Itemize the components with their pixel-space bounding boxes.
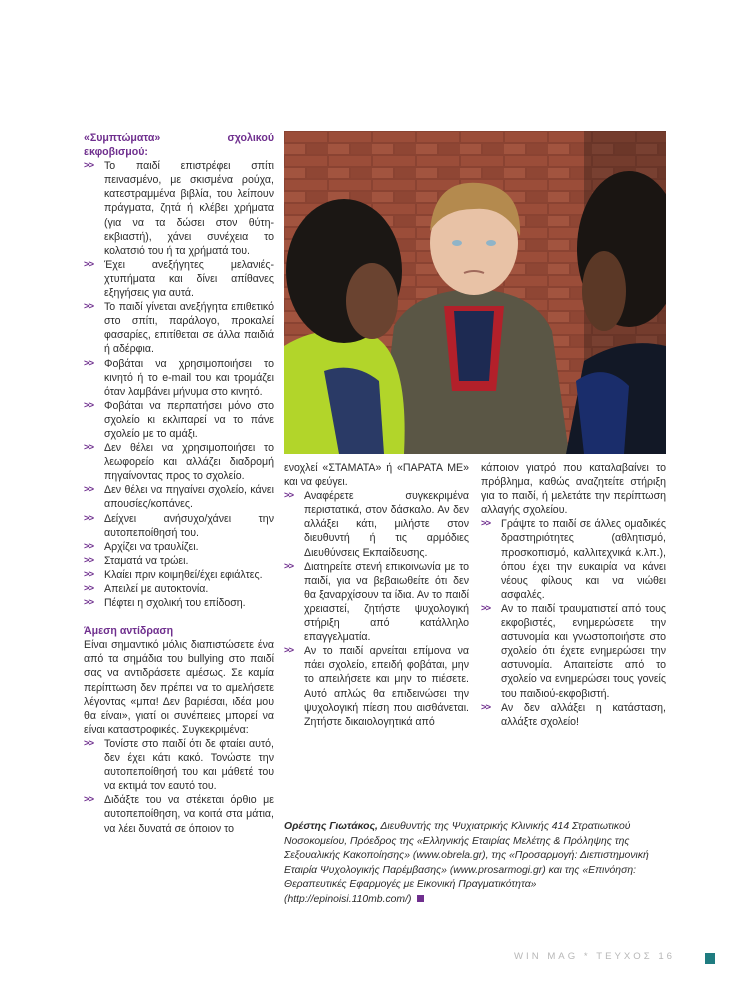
symptom-item: >> Δεν θέλει να χρησιμοποιήσει το λεωφορείο και αλλάζει διαδρομή πηγαίνοντας προς το σχολείο. <box>84 441 274 483</box>
symptom-item: >> Φοβάται να περπατήσει μόνο στο σχολείο κι εκλιπαρεί να το πάνε σχολείο με το αμάξι. <box>84 399 274 441</box>
article-column-1 <box>84 131 274 836</box>
author-bio: Διευθυντής της Ψυχιατρικής Κλινικής 414 Στρατιωτικού Νοσοκομείου, Πρόεδρος της «Ελληνικής Εταιρίας Μελέτης & Πρόληψης της Σεξουαλικής Κακοποίησης» (www.obrela.gr), της «Προσαρμογή: Διεπιστημονική Εταιρία Ψυχολογικής Παρέμβασης» (www.prosarmogi.gr) και της «Επινόηση: Θεραπευτικές Εφαρμογές με Εικονική Πραγματικότητα» (http://epinoisi.110mb.com/) <box>284 821 649 905</box>
advice-item: >> Αν το παιδί τραυματιστεί από τους εκφοβιστές, ενημερώσετε την αστυνομία και γνωστοποιήστε στο σχολείο ότι έχετε ενημερώσει την αστυνομία. Απαιτείστε από το σχολείο να ενημερώσει τους γονείς του παιδιού-εκφοβιστή. <box>481 602 666 701</box>
advice-item: >> Αναφέρετε συγκεκριμένα περιστατικά, στον δάσκαλο. Αν δεν αλλάξει κάτι, μιλήστε στον διευθυντή ή τις αρμόδιες Διευθύνσεις Εκπαίδευσης. <box>284 489 469 559</box>
advice-item: >> Αν δεν αλλάξει η κατάσταση, αλλάξτε σχολείο! <box>481 701 666 729</box>
end-mark-square <box>417 895 424 902</box>
symptom-item: >> Δείχνει ανήσυχο/χάνει την αυτοπεποίθησή του. <box>84 512 274 540</box>
continuation-text: κάποιον γιατρό που καταλαβαίνει το πρόβλημα, καθώς αναζητείτε στήριξη για το παιδί, ή μελετάτε την περίπτωση αλλαγής σχολείου. <box>481 462 666 517</box>
symptom-item: >> Πέφτει η σχολική του επίδοση. <box>84 596 274 610</box>
symptom-item: >> Φοβάται να χρησιμοποιήσει το κινητό ή το e-mail του και τρομάζει όταν λαμβάνει μήνυμα στο κινητό. <box>84 357 274 399</box>
symptom-item: >> Σταματά να τρώει. <box>84 554 274 568</box>
author-credit <box>284 820 666 908</box>
page-footer: WIN MAG * ΤΕΥΧΟΣ 16 <box>514 951 676 962</box>
symptom-item: >> Δεν θέλει να πηγαίνει σχολείο, κάνει απουσίες/κοπάνες. <box>84 483 274 511</box>
reaction-item: >> Διδάξτε του να στέκεται όρθιο με αυτοπεποίθηση, να κοιτά στα μάτια, να λέει δυνατά σε όποιον το <box>84 793 274 835</box>
symptom-item: >> Έχει ανεξήγητες μελανιές-χτυπήματα και δίνει απίθανες εξηγήσεις για αυτά. <box>84 258 274 300</box>
symptoms-heading: «Συμπτώματα» σχολικού εκφοβισμού: <box>84 132 274 159</box>
advice-item: >> Αν το παιδί αρνείται επίμονα να πάει σχολείο, επειδή φοβάται, μην το απειλήσετε και μην το πιέσετε. Αυτό απλώς θα επιδεινώσει την ψυχολογική πίεση που αισθάνεται. Ζητήστε δικαιολογητικά από <box>284 644 469 729</box>
symptom-item: >> Απειλεί με αυτοκτονία. <box>84 582 274 596</box>
footer-square-marker <box>705 953 715 964</box>
author-name: Ορέστης Γιωτάκος, <box>284 821 378 832</box>
symptom-item: >> Κλαίει πριν κοιμηθεί/έχει εφιάλτες. <box>84 568 274 582</box>
symptom-item: >> Το παιδί επιστρέφει σπίτι πεινασμένο, με σκισμένα ρούχα, κατεστραμμένα βιβλία, του λείπουν πράγματα, ζητά ή κλέβει χρήματα (για να τα δώσει στον θύτη-εκβιαστή), χάνει συνέχεια το κολατσιό του ή τα χρήματά του. <box>84 159 274 258</box>
advice-item: >> Γράψτε το παιδί σε άλλες ομαδικές δραστηριότητες (αθλητισμό, προσκοπισμό, καλλιτεχνικά κ.λπ.), όπου έχει την ευκαιρία να κάνει νέους φίλους και να νιώθει ασφαλές. <box>481 517 666 602</box>
bullying-scene-illustration <box>284 131 666 454</box>
symptom-item: >> Το παιδί γίνεται ανεξήγητα επιθετικό στο σπίτι, παράλογο, προκαλεί φασαρίες, επιτίθεται σε άλλα παιδιά ή αδέρφια. <box>84 300 274 356</box>
reaction-paragraph: Είναι σημαντικό μόλις διαπιστώσετε ένα από τα σημάδια του bullying στο παιδί σας να αντιδράσετε αμέσως. Σε καμία περίπτωση δεν πρέπει να το αμελήσετε λέγοντας «μπα! Δεν βαριέσαι, ιδέα μου θα είναι», γιατί οι συνέπειες μπορεί να είναι καταστροφικές. Συγκεκριμένα: <box>84 639 274 736</box>
continuation-text: ενοχλεί «ΣΤΑΜΑΤΑ» ή «ΠΑΡΑΤΑ ΜΕ» και να φεύγει. <box>284 462 469 489</box>
article-photo <box>284 131 666 454</box>
reaction-heading: Άμεση αντίδραση <box>84 625 174 638</box>
advice-item: >> Διατηρείτε στενή επικοινωνία με το παιδί, για να βεβαιωθείτε ότι δεν θα ξαναρχίσουν τα ίδια. Αν το παιδί χρειαστεί, ζητήστε ψυχολογική στήριξη από κατάλληλο επαγγελματία. <box>284 560 469 645</box>
article-column-2 <box>284 461 469 729</box>
reaction-item: >> Τονίστε στο παιδί ότι δε φταίει αυτό, δεν έχει κάτι κακό. Τονώστε την αυτοπεποίθησή του και μάθετέ του να εκτιμά τον εαυτό του. <box>84 737 274 793</box>
article-column-3 <box>481 461 666 729</box>
symptom-item: >> Αρχίζει να τραυλίζει. <box>84 540 274 554</box>
